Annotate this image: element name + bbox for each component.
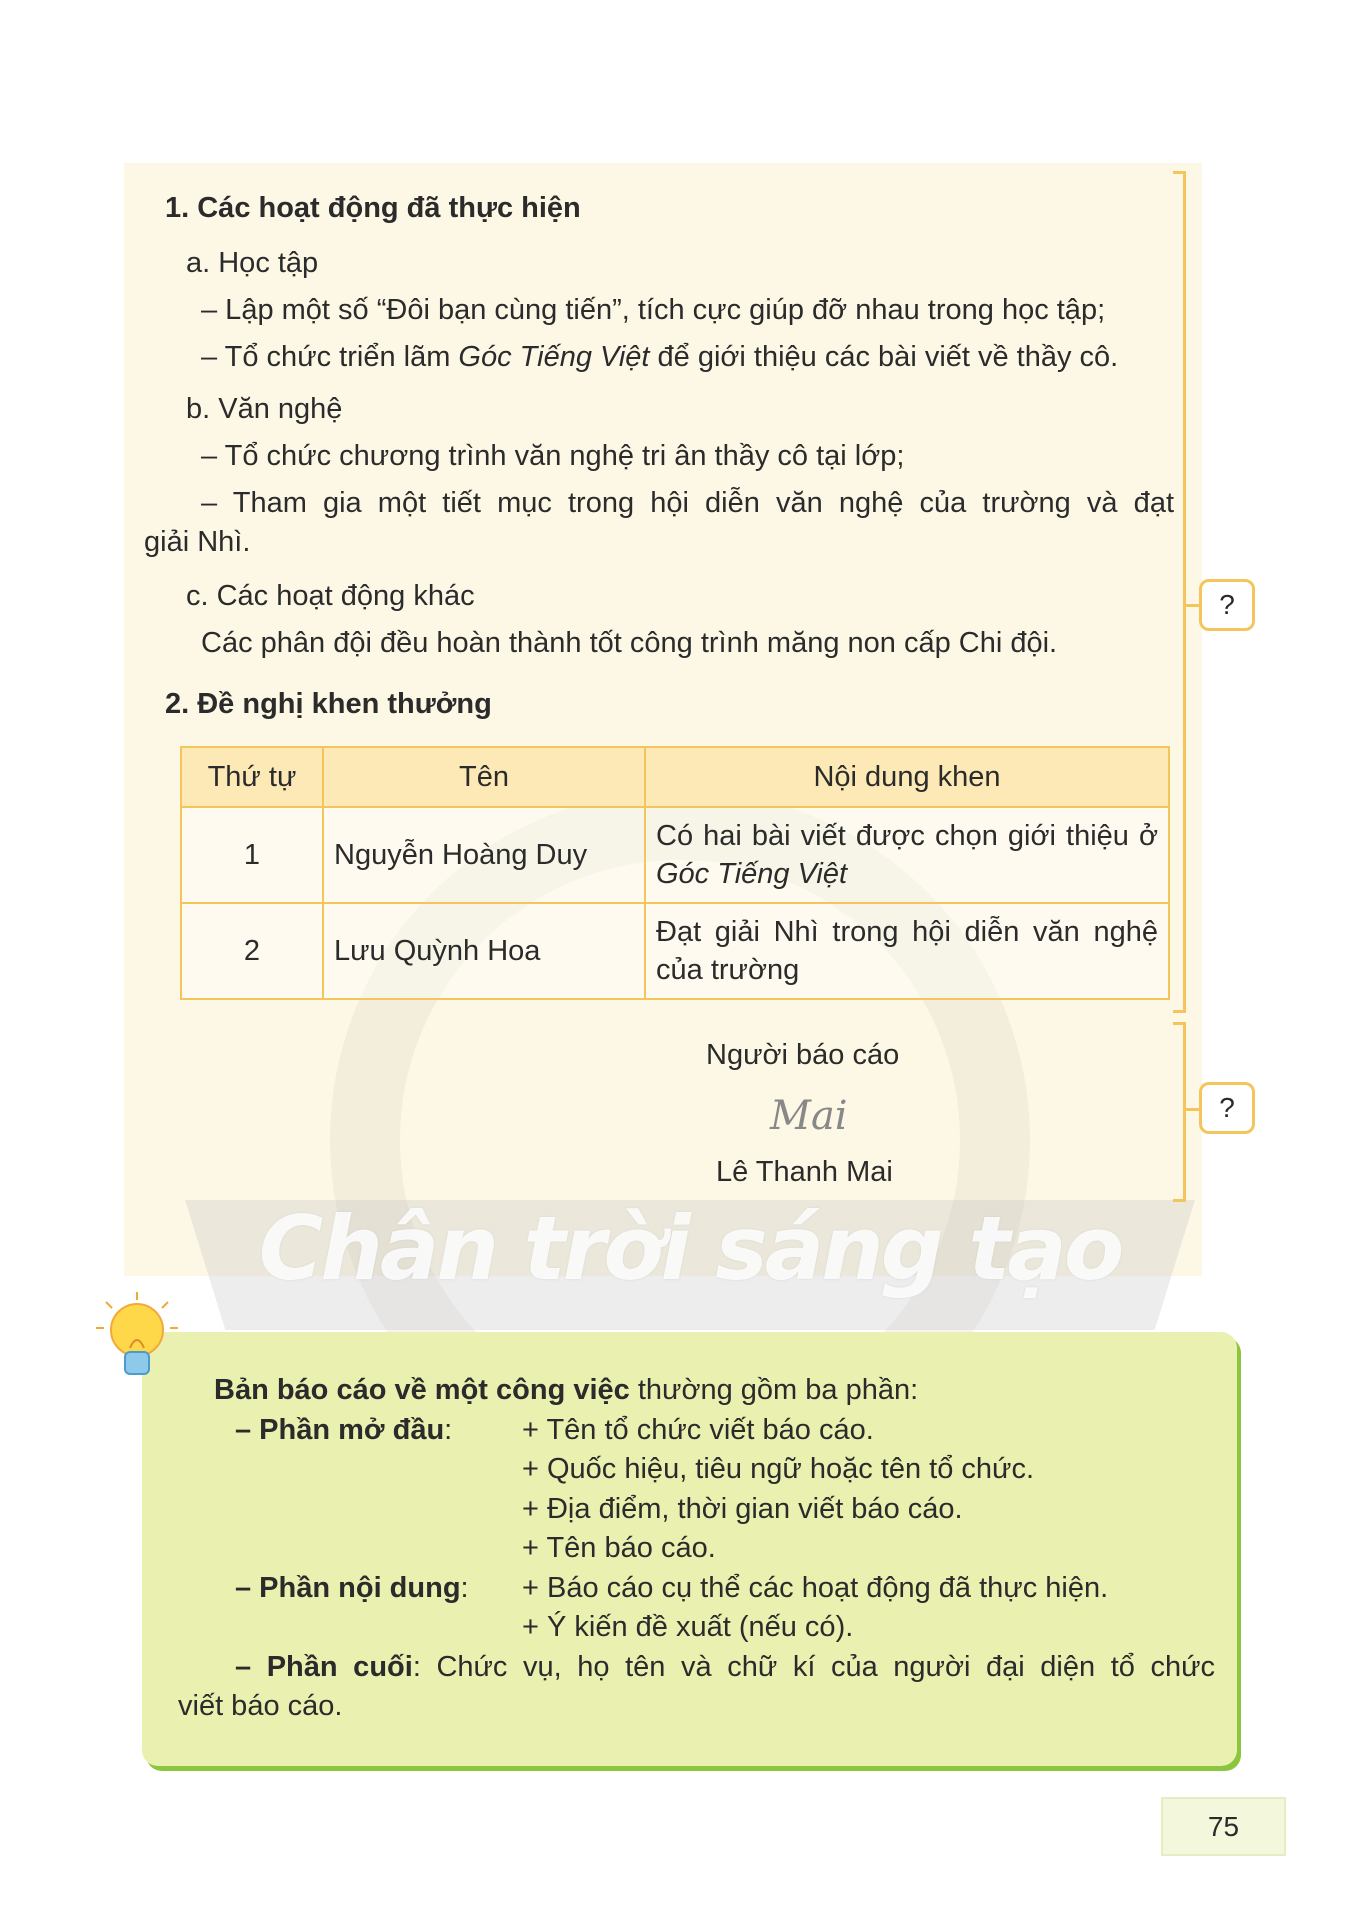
cell-order: 1: [181, 807, 323, 903]
subsection-b-title: b. Văn nghệ: [186, 393, 343, 425]
section2-heading: 2. Đề nghị khen thưởng: [165, 688, 492, 720]
cell-content: [645, 807, 1169, 903]
bracket-section-body: [1173, 171, 1186, 1013]
signature-name: Lê Thanh Mai: [716, 1156, 893, 1188]
part1-item: + Tên tổ chức viết báo cáo.: [522, 1414, 874, 1446]
text: :: [444, 1414, 453, 1446]
text: – Lập một số “Đôi bạn cùng tiến”, tích cực giúp đỡ nhau trong học tập;: [201, 294, 1106, 326]
header-name: Tên: [323, 747, 645, 807]
part1-item: + Quốc hiệu, tiêu ngữ hoặc tên tổ chức.: [522, 1453, 1035, 1485]
handwritten-signature: Mai: [770, 1093, 848, 1139]
text: : Chức vụ, họ tên và chữ kí của người đại diện tổ chức: [412, 1651, 1215, 1683]
italic-title: Góc Tiếng Việt: [458, 341, 650, 373]
text: Đạt giải Nhì trong hội diễn văn nghệ của trường: [656, 916, 1158, 986]
subsection-c-title: c. Các hoạt động khác: [186, 580, 475, 612]
text: để giới thiệu các bài viết về thầy cô.: [649, 341, 1119, 373]
b-item-2-cont: giải Nhì.: [144, 526, 251, 558]
part1-item: + Địa điểm, thời gian viết báo cáo.: [522, 1493, 963, 1525]
watermark-text: Chân trời sáng tạo: [258, 1197, 1122, 1300]
summary-intro: [214, 1376, 918, 1405]
text: – Tổ chức triển lãm: [201, 341, 459, 373]
part1-item: + Tên báo cáo.: [522, 1532, 716, 1564]
cell-name: Lưu Quỳnh Hoa: [323, 903, 645, 999]
b-item-1: – Tổ chức chương trình văn nghệ tri ân thầy cô tại lớp;: [201, 440, 905, 472]
part3-cont: viết báo cáo.: [178, 1690, 343, 1722]
cell-name: Nguyễn Hoàng Duy: [323, 807, 645, 903]
page-number: 75: [1161, 1797, 1286, 1856]
part3-line: [235, 1653, 1215, 1682]
table-header-row: [181, 747, 1169, 807]
text: :: [460, 1572, 469, 1604]
a-item-1: [201, 296, 1105, 325]
italic-title: Góc Tiếng Việt: [656, 858, 848, 890]
header-order: Thứ tự: [181, 747, 323, 807]
part1-label: [235, 1416, 452, 1445]
text: Có hai bài viết được chọn giới thiệu ở: [656, 820, 1158, 852]
part2-item: + Báo cáo cụ thể các hoạt động đã thực hiện.: [522, 1572, 1109, 1604]
table-row: [181, 807, 1169, 903]
b-item-2: – Tham gia một tiết mục trong hội diễn văn nghệ của trường và đạt: [201, 487, 1174, 519]
header-content: Nội dung khen: [645, 747, 1169, 807]
question-button-1[interactable]: ?: [1199, 579, 1255, 631]
part2-label: [235, 1574, 469, 1603]
text: – Phần cuối: [235, 1651, 413, 1683]
text: – Phần nội dung: [235, 1572, 461, 1604]
bracket-signature: [1173, 1022, 1186, 1202]
signature-label: Người báo cáo: [706, 1039, 900, 1071]
text: Bản báo cáo về một công việc: [214, 1374, 630, 1406]
section1-heading: 1. Các hoạt động đã thực hiện: [165, 192, 581, 224]
lightbulb-icon: [92, 1290, 182, 1390]
part2-item: + Ý kiến đề xuất (nếu có).: [522, 1611, 854, 1643]
text: – Phần mở đầu: [235, 1414, 445, 1446]
text: thường gồm ba phần:: [629, 1374, 919, 1406]
question-button-2[interactable]: ?: [1199, 1082, 1255, 1134]
cell-content: [645, 903, 1169, 999]
cell-order: 2: [181, 903, 323, 999]
table-row: [181, 903, 1169, 999]
award-table: [180, 746, 1170, 1000]
c-text: Các phân đội đều hoàn thành tốt công trình măng non cấp Chi đội.: [201, 627, 1058, 659]
a-item-2: [201, 343, 1118, 372]
subsection-a-title: a. Học tập: [186, 247, 319, 279]
